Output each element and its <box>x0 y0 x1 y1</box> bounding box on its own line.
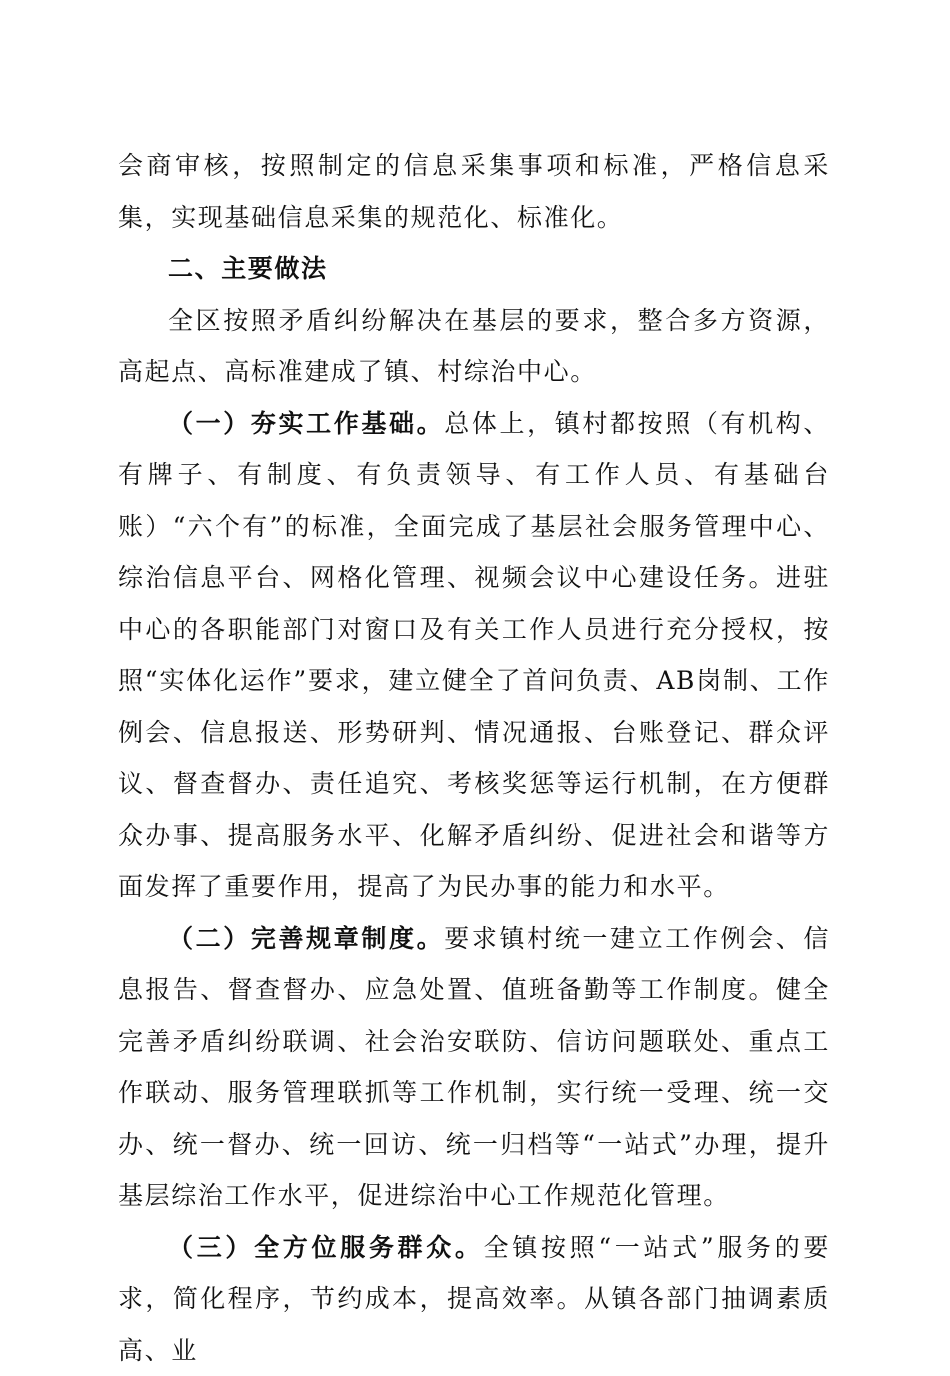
paragraph-text: 全镇按照“一站式”服务的要求，简化程序，节约成本，提高效率。从镇各部门抽调素质高、业 <box>118 1233 830 1365</box>
paragraph-text: 全区按照矛盾纠纷解决在基层的要求，整合多方资源，高起点、高标准建成了镇、村综治中心。 <box>118 306 830 387</box>
item-3-lead: （三）全方位服务群众。 <box>168 1233 484 1262</box>
section-heading-text: 二、主要做法 <box>168 254 328 283</box>
paragraph-intro-continuation <box>118 140 830 243</box>
paragraph-text: 会商审核，按照制定的信息采集事项和标准，严格信息采集，实现基础信息采集的规范化、标准化。 <box>118 151 830 232</box>
document-body <box>118 140 830 1376</box>
item-2-lead: （二）完善规章制度。 <box>168 924 444 953</box>
paragraph-item-2 <box>118 913 830 1222</box>
section-heading <box>118 243 830 295</box>
paragraph-section-intro <box>118 295 830 398</box>
paragraph-text: 要求镇村统一建立工作例会、信息报告、督查督办、应急处置、值班备勤等工作制度。健全完善矛盾纠纷联调、社会治安联防、信访问题联处、重点工作联动、服务管理联抓等工作机制，实行统一受理、统一交办、统一督办、统一回访、统一归档等“一站式”办理，提升基层综治工作水平，促进综治中心工作规范化管理。 <box>118 924 830 1211</box>
paragraph-text: 总体上，镇村都按照（有机构、有牌子、有制度、有负责领导、有工作人员、有基础台账）“六个有”的标准，全面完成了基层社会服务管理中心、综治信息平台、网格化管理、视频会议中心建设任务。进驻中心的各职能部门对窗口及有关工作人员进行充分授权，按照“实体化运作”要求，建立健全了首问负责、AB岗制、工作例会、信息报送、形势研判、情况通报、台账登记、群众评议、督查督办、责任追究、考核奖惩等运行机制，在方便群众办事、提高服务水平、化解矛盾纠纷、促进社会和谐等方面发挥了重要作用，提高了为民办事的能力和水平。 <box>118 409 830 902</box>
item-1-lead: （一）夯实工作基础。 <box>168 409 444 438</box>
paragraph-item-1 <box>118 398 830 913</box>
paragraph-item-3 <box>118 1222 830 1376</box>
